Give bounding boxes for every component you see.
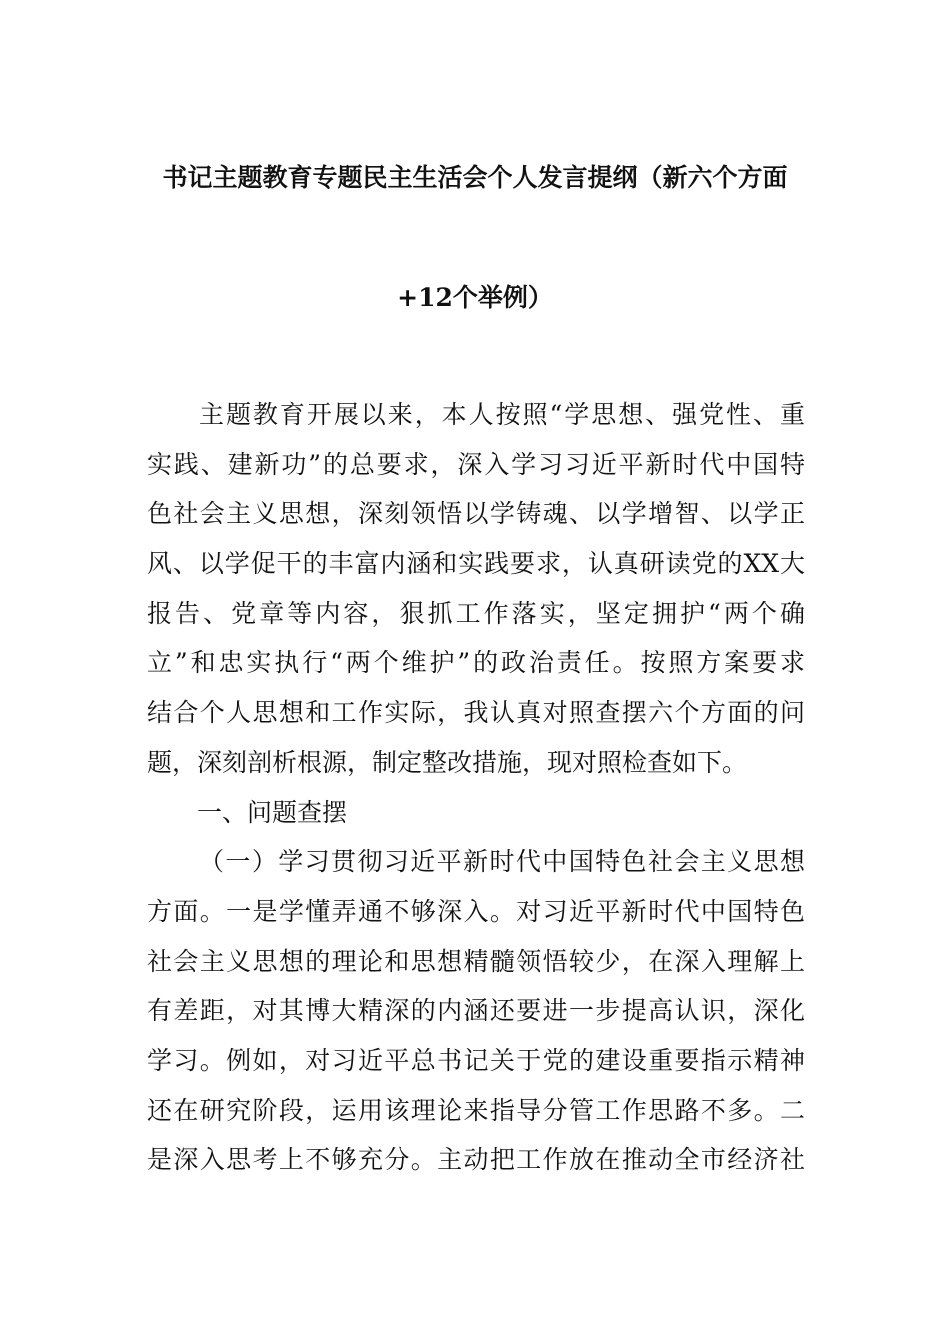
text-line: 还在研究阶段，运用该理论来指导分管工作思路不多。二	[147, 1095, 805, 1125]
document-title-line-1: 书记主题教育专题民主生活会个人发言提纲（新六个方面	[162, 163, 788, 192]
text-line: 是深入思考上不够充分。主动把工作放在推动全市经济社	[147, 1145, 805, 1175]
text-line: 题，深刻剖析根源，制定整改措施，现对照检查如下。	[147, 747, 748, 777]
text-line: 报告、党章等内容，狠抓工作落实，坚定拥护“两个确	[147, 598, 805, 628]
text-line: 有差距，对其博大精深的内涵还要进一步提高认识，深化	[147, 996, 805, 1026]
section-heading: 一、问题查摆	[197, 797, 348, 827]
text-line: 社会主义思想的理论和思想精髓领悟较少，在深入理解上	[147, 946, 805, 976]
document-title-line-2: +12个举例）	[397, 283, 553, 312]
text-line: 学习。例如，对习近平总书记关于党的建设重要指示精神	[147, 1045, 805, 1075]
text-line: 实践、建新功”的总要求，深入学习习近平新时代中国特	[147, 449, 805, 479]
section-paragraph	[147, 837, 805, 1185]
document-body	[147, 390, 805, 1185]
text-line: 方面。一是学懂弄通不够深入。对习近平新时代中国特色	[147, 896, 805, 926]
text-line: 风、以学促干的丰富内涵和实践要求，认真研读党的XX大	[147, 549, 805, 579]
intro-paragraph	[147, 390, 805, 788]
text-line: 色社会主义思想，深刻领悟以学铸魂、以学增智、以学正	[147, 499, 805, 529]
text-line: 主题教育开展以来，本人按照“学思想、强党性、重	[199, 400, 805, 429]
text-line: 立”和忠实执行“两个维护”的政治责任。按照方案要求	[147, 648, 805, 678]
text-line: （一）学习贯彻习近平新时代中国特色社会主义思想	[199, 847, 805, 877]
text-line: 结合个人思想和工作实际，我认真对照查摆六个方面的问	[147, 698, 805, 728]
